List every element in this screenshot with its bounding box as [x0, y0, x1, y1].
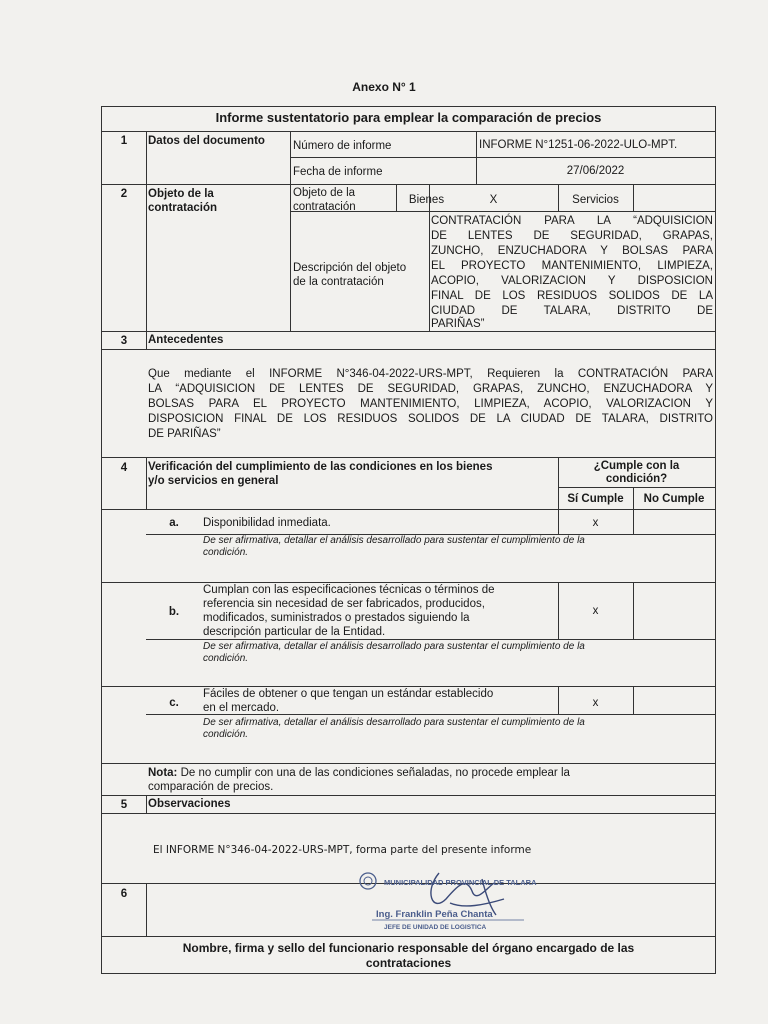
- condition-letter: a.: [169, 517, 179, 529]
- background-line: BOLSAS PARA EL PROYECTO MANTENIMIENTO, LIMPIEZA, ACOPIO, VALORIZACION Y: [148, 398, 713, 410]
- stamp-official-name: Ing. Franklin Peña Chanta: [376, 909, 493, 920]
- background-line: DISPOSICION FINAL DE LOS RESIDUOS SOLIDOS DE LA CIUDAD DE TALARA, DISTRITO: [148, 413, 713, 425]
- condition-text: referencia sin necesidad de ser fabricados, producidos,: [203, 598, 485, 610]
- background-line: Que mediante el INFORME N°346-04-2022-URS-MPT, Requieren la CONTRATACIÓN PARA: [148, 368, 713, 380]
- section-5-label: Observaciones: [148, 798, 231, 810]
- description-last-line: PARIÑAS”: [431, 318, 485, 330]
- condition-text: Disponibilidad inmediata.: [203, 517, 331, 529]
- section-4-label-line1: Verificación del cumplimiento de las condiciones en los bienes: [148, 461, 493, 473]
- detail-note-line2: condición.: [203, 547, 249, 558]
- description-line: CONTRATACIÓN PARA LA “ADQUISICION: [431, 215, 713, 227]
- goods-mark: X: [489, 194, 498, 206]
- annex-title: Anexo N° 1: [352, 80, 416, 94]
- section-2-label-line1: Objeto de la: [148, 188, 214, 200]
- section-4-number: 4: [120, 462, 128, 474]
- stamp-graphic: [354, 869, 554, 935]
- detail-note-line2: condición.: [203, 653, 249, 664]
- note-line2: comparación de precios.: [148, 781, 274, 793]
- section-3-label: Antecedentes: [148, 334, 224, 346]
- condition-yes-mark: x: [592, 517, 599, 529]
- signature-caption-line1: Nombre, firma y sello del funcionario responsable del órgano encargado de las: [182, 941, 635, 955]
- stamp-official-role: JEFE DE UNIDAD DE LOGISTICA: [384, 924, 487, 931]
- detail-note-line1: De ser afirmativa, detallar el análisis desarrollado para sustentar el cumplimiento de la: [203, 535, 585, 546]
- comparison-report-form: [101, 106, 716, 974]
- goods-label: Bienes: [408, 194, 445, 206]
- report-number-label: Número de informe: [293, 140, 392, 152]
- condition-text: modificados, suministrados o prestados siguiendo la: [203, 612, 470, 624]
- observations-text: El INFORME N°346-04-2022-URS-MPT, forma parte del presente informe: [153, 844, 532, 856]
- section-1-label: Datos del documento: [148, 135, 265, 147]
- condition-letter: b.: [168, 606, 180, 618]
- seal-emblem-icon: [360, 873, 376, 889]
- description-label-line2: de la contratación: [293, 276, 384, 288]
- description-line: ZUNCHO, ENZUCHADORA Y BOLSAS PARA: [431, 245, 713, 257]
- no-complies-header: No Cumple: [643, 493, 705, 505]
- object-label-line1: Objeto de la: [293, 187, 356, 199]
- background-last-line: DE PARIÑAS”: [148, 428, 221, 440]
- section-6-number: 6: [120, 888, 128, 900]
- description-line: FINAL DE LOS RESIDUOS SOLIDOS DE LA: [431, 290, 713, 302]
- condition-text: descripción particular de la Entidad.: [203, 626, 386, 638]
- complies-header-line2: condición?: [605, 473, 668, 485]
- section-2-label-line2: contratación: [148, 202, 218, 214]
- description-line: DE LENTES DE SEGURIDAD, GRAPAS,: [431, 230, 713, 242]
- description-label-line1: Descripción del objeto: [293, 262, 407, 274]
- services-label: Servicios: [572, 194, 619, 206]
- section-5-number: 5: [120, 799, 128, 811]
- object-label-line2: contratación: [293, 201, 356, 213]
- detail-note-line1: De ser afirmativa, detallar el análisis desarrollado para sustentar el cumplimiento de la: [203, 641, 585, 652]
- description-line: ACOPIO, VALORIZACION Y DISPOSICION: [431, 275, 713, 287]
- background-line: LA “ADQUISICION DE LENTES DE SEGURIDAD, GRAPAS, ZUNCHO, ENZUCHADORA Y: [148, 383, 713, 395]
- note-bold-label: Nota:: [148, 767, 178, 779]
- condition-letter: c.: [169, 697, 179, 709]
- report-date-value: 27/06/2022: [566, 165, 625, 177]
- condition-text: Fáciles de obtener o que tengan un estándar establecido: [203, 688, 494, 700]
- note-text: De no cumplir con una de las condiciones señaladas, no procede emplear la: [177, 767, 570, 779]
- form-title: Informe sustentatorio para emplear la comparación de precios: [215, 110, 602, 125]
- condition-text: Cumplan con las especificaciones técnicas o términos de: [203, 584, 495, 596]
- yes-complies-header: Sí Cumple: [567, 493, 624, 505]
- report-date-label: Fecha de informe: [293, 166, 383, 178]
- section-1-number: 1: [120, 135, 128, 147]
- description-line: EL PROYECTO MANTENIMIENTO, LIMPIEZA,: [431, 260, 713, 272]
- section-4-label-line2: y/o servicios en general: [148, 475, 279, 487]
- complies-header-line1: ¿Cumple con la: [593, 460, 680, 472]
- signature-caption-line2: contrataciones: [365, 956, 452, 970]
- description-line: CIUDAD DE TALARA, DISTRITO DE: [431, 305, 713, 317]
- note-line1: [148, 766, 570, 780]
- detail-note-line1: De ser afirmativa, detallar el análisis desarrollado para sustentar el cumplimiento de la: [203, 717, 585, 728]
- condition-yes-mark: x: [592, 697, 599, 709]
- report-number-value: INFORME N°1251-06-2022-ULO-MPT.: [479, 139, 678, 151]
- condition-yes-mark: x: [592, 605, 599, 617]
- official-stamp-signature: [354, 869, 554, 935]
- condition-text: en el mercado.: [203, 702, 280, 714]
- section-3-number: 3: [120, 335, 128, 347]
- detail-note-line2: condición.: [203, 729, 249, 740]
- section-2-number: 2: [120, 188, 128, 200]
- stamp-municipality: MUNICIPALIDAD PROVINCIAL DE TALARA: [384, 878, 537, 887]
